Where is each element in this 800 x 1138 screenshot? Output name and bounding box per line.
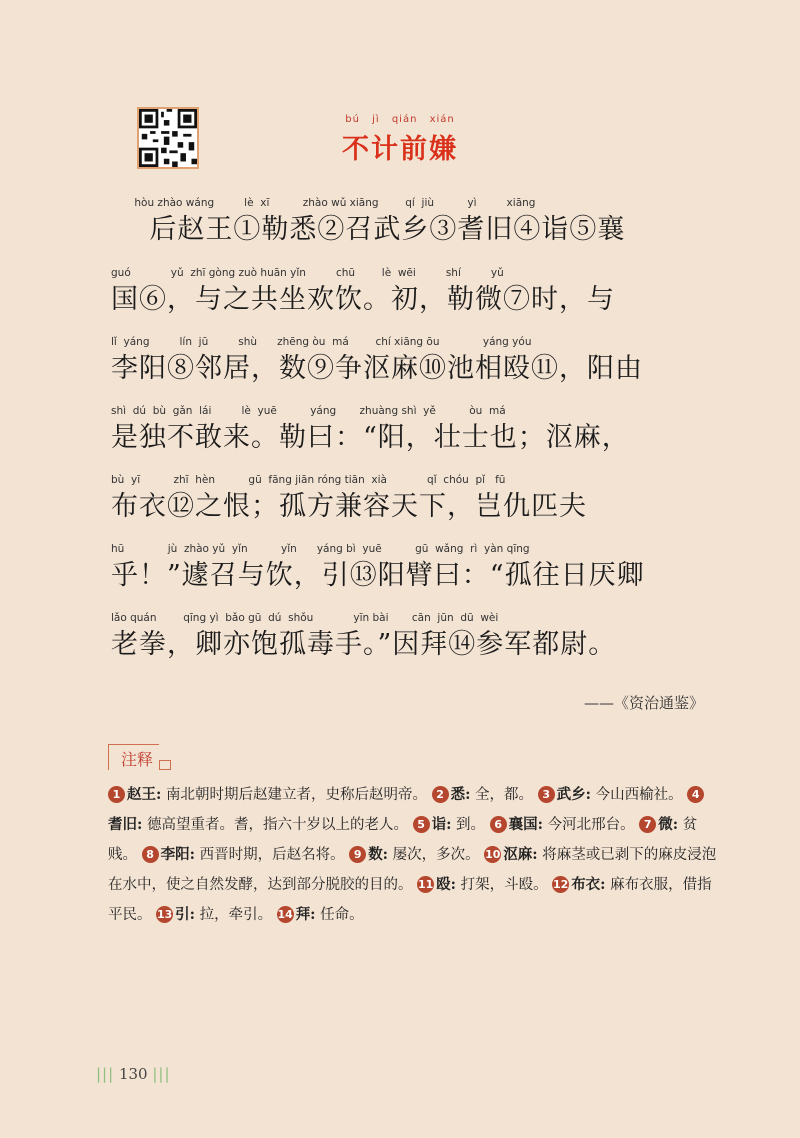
note-number: 12 [553, 878, 569, 891]
page-title: 不计前嫌 [342, 134, 458, 165]
hanzi-line: 布衣⑫之恨；孤方兼容天下，岂仇匹夫 [111, 491, 587, 522]
note-term: 拜: [295, 906, 316, 923]
note-number: 6 [490, 816, 507, 833]
note-number: 11 [417, 878, 434, 891]
qr-code[interactable] [137, 107, 199, 169]
note-def: 将麻茎或已剥下的麻皮浸泡在水中，使之自然发酵，达到部分脱胶的目的。 [108, 847, 717, 893]
note-item [538, 787, 683, 803]
note-number: 8 [142, 846, 159, 863]
note-number: 14 [277, 908, 293, 921]
hanzi-line: 国⑥，与之共坐欢饮。初，勒微⑦时，与 [111, 284, 615, 315]
pinyin-line: lǐ yáng lín jū shù zhēng òu má chí xiāng ōu yáng yóu [111, 336, 532, 348]
note-number: 4 [687, 786, 704, 803]
note-def: 南北朝时期后赵建立者，史称后赵明帝。 [165, 787, 427, 803]
note-item [108, 787, 427, 803]
text-line-4 [111, 404, 711, 464]
note-term: 沤麻: [503, 846, 538, 863]
note-item [142, 847, 345, 863]
note-def: 屡次，多次。 [392, 847, 480, 863]
note-number: 7 [639, 816, 656, 833]
text-line-6 [111, 542, 711, 602]
text-line-2 [111, 266, 711, 326]
pinyin-line: lǎo quán qīng yì bǎo gū dú shǒu yīn bài cān jūn dū wèi [111, 612, 499, 624]
note-number: 3 [538, 786, 555, 803]
page-number-text: 130 [118, 1065, 148, 1083]
note-term: 布衣: [571, 876, 606, 893]
note-number: 2 [432, 786, 449, 803]
note-number: 1 [108, 786, 125, 803]
note-number: 9 [349, 846, 366, 863]
note-number: 10 [485, 848, 501, 861]
note-def: 德高望重者。耆，指六十岁以上的老人。 [146, 817, 408, 833]
note-term: 诣: [431, 816, 452, 833]
note-term: 李阳: [160, 846, 195, 863]
text-line-7 [111, 611, 711, 671]
note-def: 今山西榆社。 [595, 787, 683, 803]
page-decoration-icon: ||| [96, 1065, 115, 1083]
note-term: 襄国: [508, 816, 544, 833]
note-number: 5 [413, 816, 430, 833]
pinyin-line: hòu zhào wáng lè xī zhào wǔ xiāng qí jiù yì xiāng [111, 197, 536, 209]
note-def: 打架，斗殴。 [460, 877, 548, 893]
note-item [156, 907, 272, 923]
note-def: 贫贱。 [108, 817, 698, 863]
hanzi-line: 是独不敢来。勒曰：“阳，壮士也；沤麻， [111, 422, 630, 453]
note-term: 微: [658, 816, 679, 833]
note-term: 耆旧: [108, 816, 143, 833]
note-term: 殴: [436, 876, 456, 893]
qr-code-icon [139, 109, 197, 167]
text-line-5 [111, 473, 711, 533]
text-line-3 [111, 335, 711, 395]
pinyin-line: bù yī zhī hèn gū fāng jiān róng tiān xià qǐ chóu pǐ fū [111, 474, 506, 486]
note-def: 今河北邢台。 [547, 817, 635, 833]
note-def: 全，都。 [475, 787, 534, 803]
note-term: 数: [368, 846, 389, 863]
hanzi-line: 老拳，卿亦饱孤毒手。”因拜⑭参军都尉。 [111, 629, 617, 660]
notes-list [108, 780, 718, 930]
hanzi-line: 李阳⑧邻居，数⑨争沤麻⑩池相殴⑪，阳由 [111, 353, 643, 384]
note-def: 到。 [456, 817, 486, 833]
note-item [417, 877, 547, 893]
text-line-1 [111, 196, 711, 256]
pinyin-line: shì dú bù gǎn lái lè yuē yáng zhuàng shì yě òu má [111, 405, 506, 417]
note-term: 引: [175, 906, 195, 923]
note-term: 赵王: [127, 786, 162, 803]
page-number [96, 1065, 171, 1083]
hanzi-line: 乎！”遽召与饮，引⑬阳臂曰：“孤往日厌卿 [111, 560, 645, 591]
title-pinyin: bú jì qián xián [345, 114, 455, 125]
title-block [330, 114, 470, 166]
note-def: 麻布衣服，借指平民。 [108, 877, 712, 923]
note-number: 13 [156, 908, 173, 921]
source-citation: ——《资治通鉴》 [583, 694, 704, 712]
page-decoration-icon: ||| [152, 1065, 171, 1083]
note-item [277, 907, 364, 923]
note-term: 悉: [450, 786, 471, 803]
note-item [349, 847, 479, 863]
note-def: 拉，牵引。 [199, 907, 273, 923]
note-item [413, 817, 485, 833]
note-item [490, 817, 635, 833]
hanzi-line: 后赵王①勒悉②召武乡③耆旧④诣⑤襄 [111, 214, 626, 245]
note-def: 西晋时期，后赵名将。 [199, 847, 345, 863]
notes-heading: 注释 [108, 744, 159, 770]
note-def: 任命。 [320, 907, 364, 923]
note-term: 武乡: [556, 786, 592, 803]
pinyin-line: guó yǔ zhī gòng zuò huān yǐn chū lè wēi shí yǔ [111, 267, 504, 279]
note-item [432, 787, 533, 803]
pinyin-line: hū jù zhào yǔ yǐn yǐn yáng bì yuē gū wǎng rì yàn qīng [111, 543, 530, 555]
